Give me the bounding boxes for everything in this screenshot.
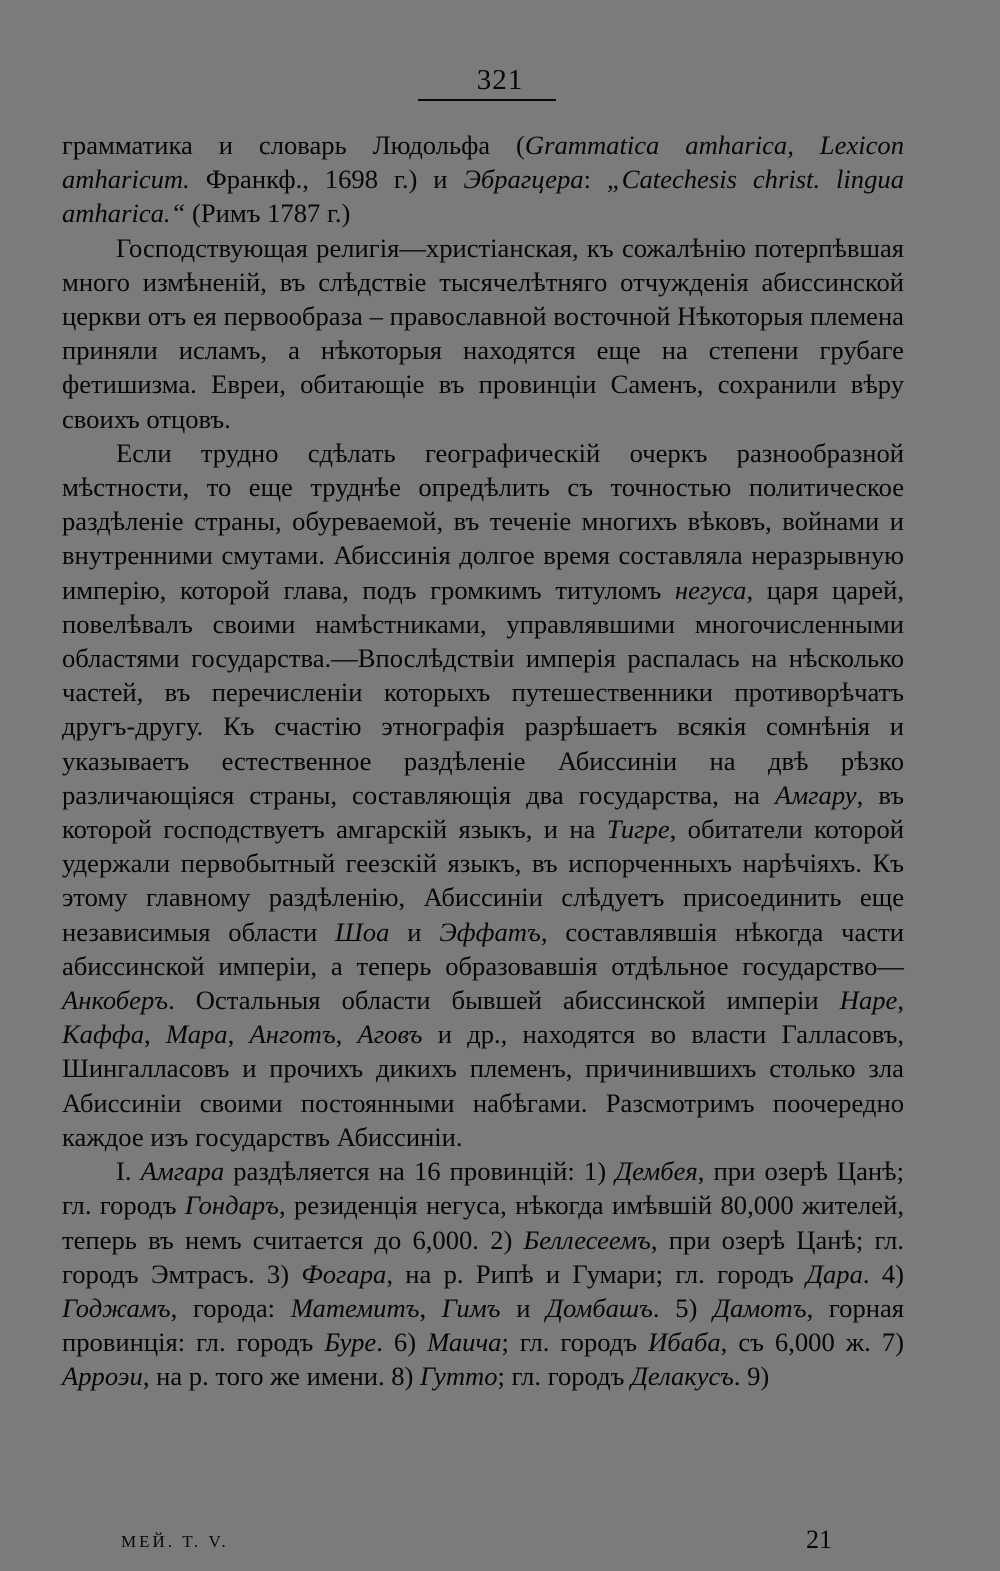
text-run: , (335, 1019, 358, 1050)
italic-run: Гондаръ (184, 1190, 279, 1221)
header-rule (418, 99, 556, 101)
italic-run: Каффа (62, 1019, 145, 1050)
text-run: , составлявшія нѣкогда части абиссинской имперіи, а теперь образовавшія отдѣльное государство— (62, 916, 904, 981)
italic-run: Делакусъ (631, 1361, 734, 1392)
text-run: , при озерѣ Цанѣ; гл. городъ Эмтрасъ. 3) (62, 1224, 904, 1289)
italic-run: Дамотъ (713, 1292, 807, 1323)
text-run: . 4) (862, 1258, 905, 1289)
text-run: ; гл. городъ (501, 1327, 649, 1358)
italic-run: негуса (674, 574, 747, 605)
italic-run: Аговъ (357, 1019, 423, 1050)
text-run: и др., находятся во власти Галласовъ, Шингалласовъ и прочихъ дикихъ племенъ, причинившихъ столько зла Абиссиніи своими постоянными набѣгами. Разсмотримъ поочередно каждое изъ государствъ Абиссиніи. (62, 1019, 905, 1152)
italic-run: Анготъ (249, 1019, 336, 1050)
italic-run: Арроэи (62, 1361, 143, 1392)
text-run: грамматика и словарь Людольфа ( (62, 130, 525, 160)
text-run: , резиденція негуса, нѣкогда имѣвшій 80,000 жителей, теперь въ немъ считается до 6,000. 2) (62, 1190, 904, 1255)
page-number: 321 (476, 64, 524, 96)
text-run: , на р. Рипѣ и Гумари; гл. городъ (386, 1258, 807, 1289)
text-run: . 9) (733, 1361, 770, 1392)
italic-run: Годжамъ (62, 1292, 171, 1323)
italic-run: Наре (839, 985, 898, 1016)
text-run: , (144, 1019, 166, 1050)
italic-run: „Catechesis christ. lingua amharica.“ (62, 164, 904, 229)
text-run: , на р. того же имени. 8) (142, 1361, 421, 1392)
text-run: , горная провинція: гл. городъ (62, 1292, 905, 1358)
sheet-number: 21 (806, 1525, 832, 1554)
text-run: ; гл. городъ (497, 1361, 632, 1392)
italic-run: Ибаба (648, 1327, 721, 1358)
text-run: . 5) (652, 1292, 714, 1323)
text-run: (Римъ 1787 г.) (185, 198, 351, 229)
italic-run: Дара (806, 1258, 863, 1289)
italic-run: Фогара (301, 1258, 387, 1289)
printer-signature: МЕЙ. Т. V. (121, 1532, 229, 1551)
italic-run: Амгара (140, 1156, 225, 1187)
text-run: , обитатели которой удержали первобытный геезскій языкъ, въ испорченныхъ нарѣчіяхъ. Къ этому главному раздѣленію, Абиссиніи слѣдуетъ присоединить еще независимыя области (62, 814, 904, 947)
italic-run: Беллесеемъ (523, 1224, 651, 1255)
italic-run: Домбашъ (546, 1292, 653, 1323)
text-run: , при озерѣ Цанѣ; гл. городъ (62, 1156, 904, 1221)
text-run: I. (116, 1156, 141, 1187)
text-run: и (389, 916, 440, 947)
text-run: . Остальныя области бывшей абиссинской имперіи (168, 985, 840, 1016)
italic-run: Анкоберъ (62, 985, 169, 1016)
text-run: Франкф., 1698 г.) и (189, 164, 464, 195)
paragraph (62, 1154, 904, 1393)
text-run: , города: (170, 1292, 291, 1323)
text-run: , въ которой господствуетъ амгарскій языкъ, и на (62, 779, 904, 845)
text-run: : (583, 164, 607, 195)
italic-run: Эбрагцера (463, 164, 584, 195)
italic-run: Grammatica amharica, Lexicon amharicum. (62, 130, 904, 195)
paragraph (62, 436, 904, 1154)
text-run: Господствующая религія—христіанская, къ сожалѣнію потерпѣвшая много измѣненій, въ слѣдствіе тысячелѣтняго отчужденія абиссинской церкви отъ ея первообраза – православной восточной Нѣкоторыя племена приняли исламъ, а нѣкоторыя находятся еще на степени грубаге фетишизма. Евреи, обитающіе въ провинціи Саменъ, сохранили вѣру своихъ отцовъ. (62, 232, 904, 434)
italic-run: Эффатъ (439, 916, 541, 947)
text-run: , (897, 985, 904, 1016)
text-run: , царя царей, повелѣвалъ своими намѣстниками, управлявшими многочисленными областями государства.—Впослѣдствіи имперія распалась на нѣсколько частей, въ перечисленіи которыхъ путешественники противорѣчатъ другъ-другу. Къ счастію этнографія разрѣшаетъ всякія сомнѣнія и указываетъ естественное раздѣленіе Абиссиніи на двѣ рѣзко различающіяся страны, составляющія два государства, на (62, 574, 904, 810)
italic-run: Амгару (774, 779, 857, 810)
italic-run: Дембея (615, 1156, 698, 1187)
text-run: раздѣляется на 16 провинцій: 1) (224, 1156, 616, 1187)
text-run: . 6) (376, 1327, 428, 1358)
italic-run: Шоа (335, 916, 390, 947)
body-text (62, 128, 904, 1394)
italic-run: Гимъ (441, 1292, 501, 1323)
paragraph (62, 231, 904, 436)
paragraph (62, 128, 904, 231)
italic-run: Тигре (606, 814, 670, 845)
italic-run: Маича (427, 1327, 502, 1358)
italic-run: Буре (324, 1327, 377, 1358)
text-run: , (419, 1292, 442, 1323)
italic-run: Мара (165, 1019, 228, 1050)
text-run: Если трудно сдѣлать географическій очеркъ разнообразной мѣстности, то еще труднѣе опредѣлить съ точностью политическое раздѣленіе страны, обуреваемой, въ теченіе многихъ вѣковъ, войнами и внутренними смутами. Абиссинія долгое время составляла неразрывную имперію, которой глава, подъ громкимъ титуломъ (62, 437, 904, 605)
italic-run: Матемитъ (290, 1292, 420, 1323)
italic-run: Гутто (420, 1361, 498, 1392)
text-run: , съ 6,000 ж. 7) (720, 1327, 904, 1358)
text-run: и (500, 1292, 547, 1323)
text-run: , (227, 1019, 250, 1050)
